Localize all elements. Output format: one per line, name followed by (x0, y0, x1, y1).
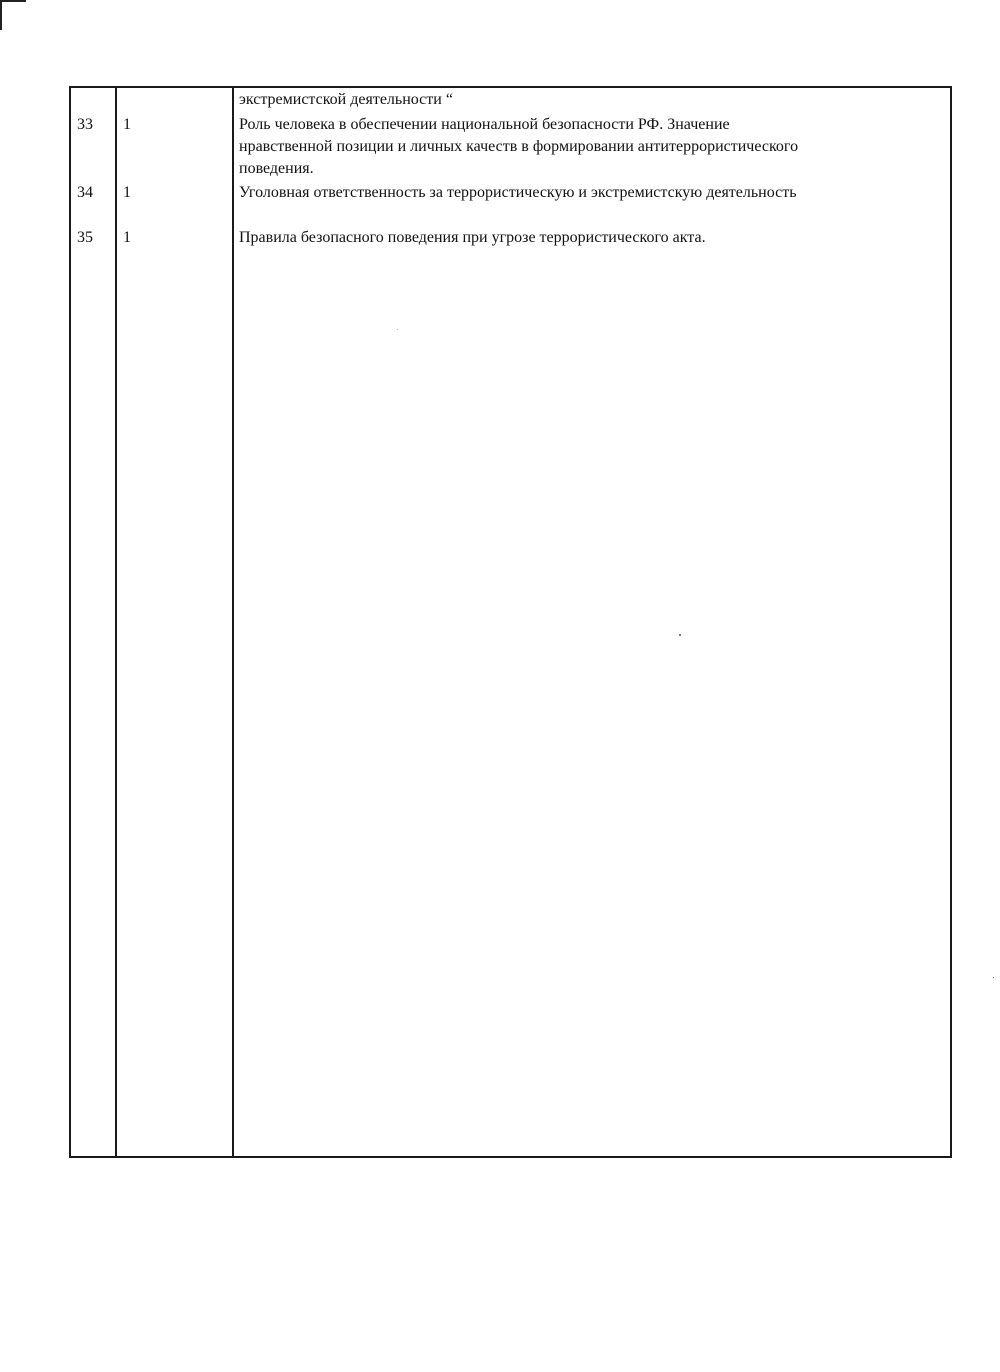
lesson-topic-line: Роль человека в обеспечении национальной безопасности РФ. Значение (239, 116, 730, 133)
scan-speck (397, 329, 398, 330)
table-left-border (69, 86, 71, 1158)
scan-corner-mark-vertical (0, 0, 2, 30)
lesson-hours: 1 (123, 229, 131, 246)
topic-continuation: экстремистской деятельности “ (239, 91, 453, 108)
lesson-topic-line: нравственной позиции и личных качеств в формировании антитеррористического (239, 138, 799, 155)
scan-corner-mark-horizontal (0, 0, 26, 2)
scan-speck (993, 977, 994, 978)
scan-speck (679, 634, 681, 636)
lesson-number: 35 (77, 229, 93, 246)
lesson-hours: 1 (123, 184, 131, 201)
lesson-number: 34 (77, 184, 93, 201)
table-bottom-border (69, 1156, 952, 1158)
lesson-topic-line: Уголовная ответственность за террористическую и экстремистскую деятельность (239, 184, 797, 201)
table-top-border (69, 86, 952, 88)
lesson-number: 33 (77, 116, 93, 133)
column-divider-hours (232, 86, 234, 1158)
table-right-border (950, 86, 952, 1158)
column-divider-number (115, 86, 117, 1158)
lesson-topic-line: поведения. (239, 160, 314, 177)
lesson-hours: 1 (123, 116, 131, 133)
lesson-topic-line: Правила безопасного поведения при угрозе террористического акта. (239, 229, 706, 246)
